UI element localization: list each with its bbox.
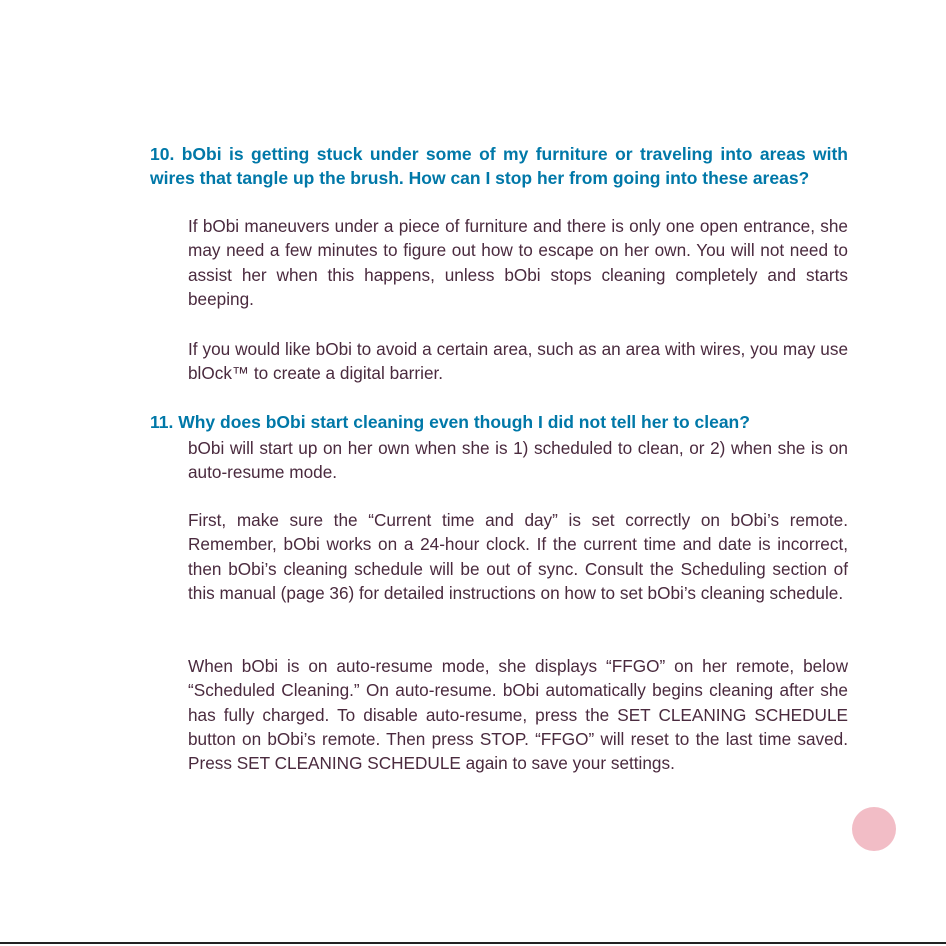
faq-answer-11-paragraph-3: When bObi is on auto-resume mode, she displays “FFGO” on her remote, below “Scheduled Cleaning.” On auto-resume. bObi automatically begins cleaning after she has fully charged. To disable auto-resume, press the SET CLEANING SCHEDULE button on bObi’s remote. Then press STOP. “FFGO” will reset to the last time saved. Press SET CLEANING SCHEDULE again to save your settings. <box>188 656 848 774</box>
faq-question-10: 10. bObi is getting stuck under some of my furniture or traveling into areas with wires that tangle up the brush. How can I stop her from going into these areas? <box>150 144 848 188</box>
faq-question-11: 11. Why does bObi start cleaning even though I did not tell her to clean? <box>150 412 750 432</box>
faq-answer-10-paragraph-2: If you would like bObi to avoid a certain area, such as an area with wires, you may use blOck™ to create a digital barrier. <box>188 339 848 384</box>
page-bottom-rule <box>0 942 946 944</box>
page-marker-dot <box>852 807 896 851</box>
faq-answer-10-paragraph-1: If bObi maneuvers under a piece of furniture and there is only one open entrance, she may need a few minutes to figure out how to escape on her own. You will not need to assist her when this happens, unless bObi stops cleaning completely and starts beeping. <box>188 216 848 309</box>
faq-answer-11-paragraph-2: First, make sure the “Current time and day” is set correctly on bObi’s remote. Remember, bObi works on a 24-hour clock. If the current time and date is incorrect, then bObi’s cleaning schedule will be out of sync. Consult the Scheduling section of this manual (page 36) for detailed instructions on how to set bObi’s cleaning schedule. <box>188 510 848 603</box>
faq-answer-11-paragraph-1: bObi will start up on her own when she is 1) scheduled to clean, or 2) when she is on auto-resume mode. <box>188 438 848 483</box>
